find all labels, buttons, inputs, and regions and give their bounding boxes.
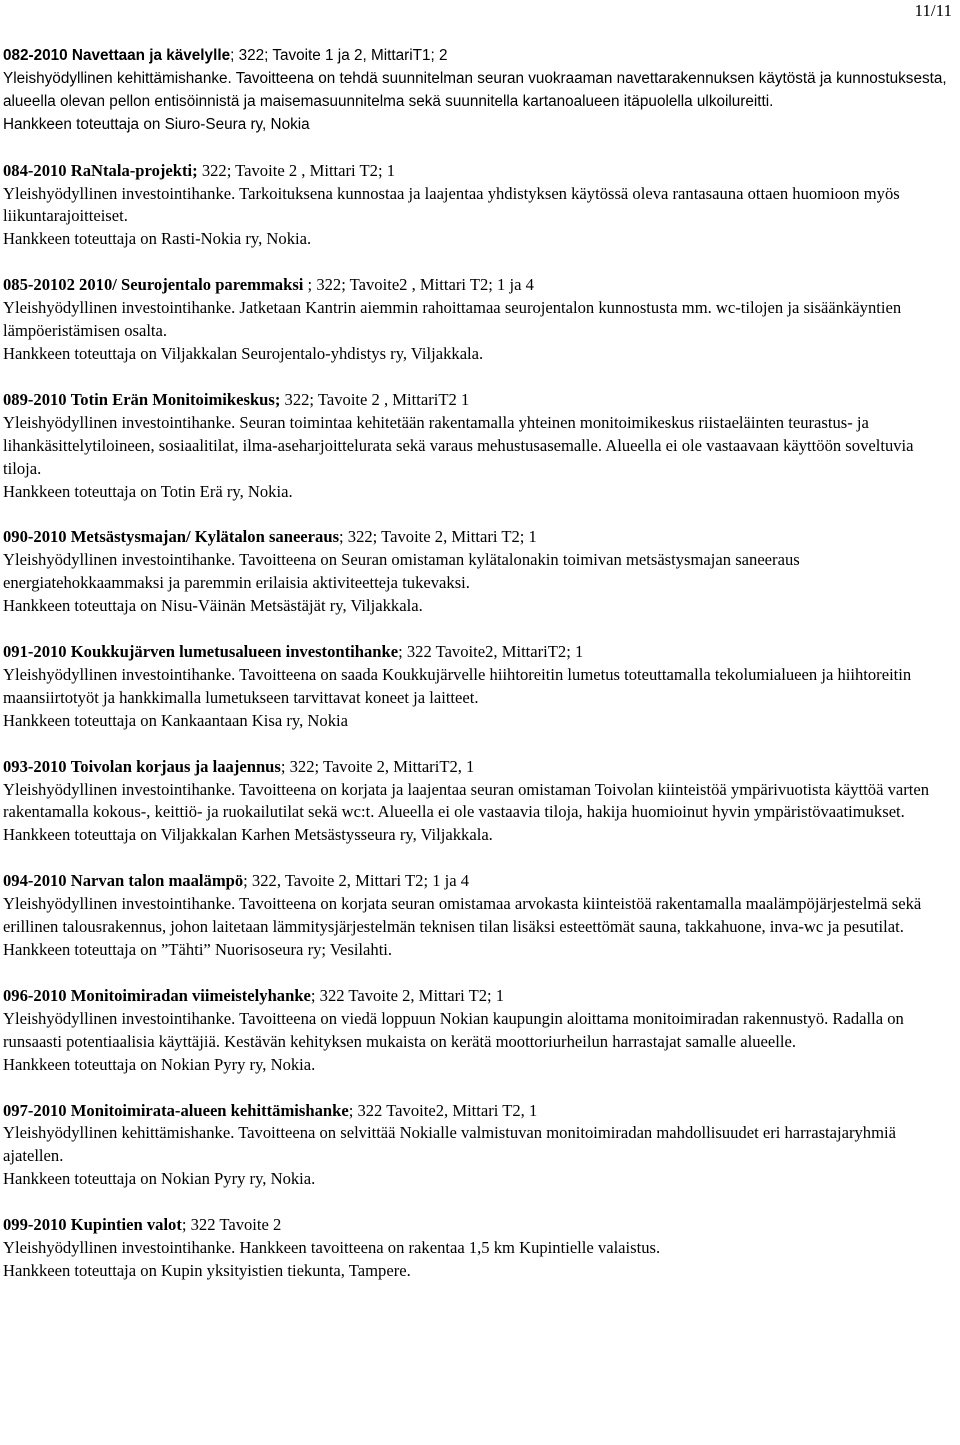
project-code: 091-2010 [3,642,67,662]
project-implementer: Hankkeen toteuttaja on Totin Erä ry, Nokia. [3,481,293,501]
project-code: 084-2010 [3,160,67,180]
project-implementer: Hankkeen toteuttaja on ”Tähti” Nuorisoseura ry; Vesilahti. [3,940,393,959]
project-entry-089 [3,389,948,504]
page-number: 11/11 [914,1,952,20]
project-code: 082-2010 [3,47,68,64]
project-name: Narvan talon maalämpö [70,871,244,891]
project-implementer: Hankkeen toteuttaja on Nisu-Väinän Metsästäjät ry, Viljakkala. [3,596,423,616]
project-description: Yleishyödyllinen investointihanke. Jatketaan Kantrin aiemmin rahoittamaa seurojentalon kunnostusta mm. wc-tilojen ja sisäänkäyntien lämpöeristämisen osalta. [3,298,902,341]
project-meta: ; 322; Tavoite 2, Mittari T2; 1 [339,527,537,547]
project-meta: ; 322 Tavoite 2, Mittari T2; 1 [310,985,505,1005]
project-entry-085 [3,274,948,366]
project-description-start [3,68,948,114]
project-implementer: Hankkeen toteuttaja on Rasti-Nokia ry, Nokia. [3,229,312,249]
project-title [3,756,948,779]
project-name: Toivolan korjaus ja laajennus [70,756,281,776]
project-entry-099 [3,1214,948,1283]
project-description: Yleishyödyllinen kehittämishanke. Tavoitteena on tehdä suunnitelman seuran vuokraaman navettarakennuksen käytöstä ja kunnostuksesta, alueella olevan pellon entisöinnistä ja maisemasuunnitelma sekä suunnitella kartanoalueen itäpuolella ulkoilureitti. [3,69,947,110]
project-meta: ; 322; Tavoite 1 ja 2, MittariT1; 2 [230,47,448,64]
project-entry-097 [3,1100,948,1192]
project-entry-096 [3,985,948,1077]
project-implementer: Hankkeen toteuttaja on Viljakkalan Seurojentalo-yhdistys ry, Viljakkala. [3,343,484,363]
project-description: Yleishyödyllinen investointihanke. Tavoitteena on viedä loppuun Nokian kaupungin aloittama monitoimiradan rakennustyö. Radalla on runsaasti potentiaalisia käyttäjiä. Kestävän kehityksen mukaista on kerätä moottoriurheilun harrastajat samalle alueelle. [3,1008,904,1051]
project-title [3,985,948,1008]
project-name: Koukkujärven lumetusalueen investontihanke [70,642,399,662]
project-description: Yleishyödyllinen investointihanke. Hankkeen tavoitteena on rakentaa 1,5 km Kupintielle valaistus. [3,1238,661,1258]
project-meta: 322; Tavoite 2 , Mittari T2; 1 [197,160,396,180]
project-code: 089-2010 [3,389,67,409]
project-entry-082 [3,45,948,137]
project-description: Yleishyödyllinen investointihanke. Tavoitteena on korjata seuran omistamaa arvokasta kiinteistöä rakentamalla maalämpöjärjestelmä sekä erillinen talousrakennus, johon laitetaan lämmitysjärjestelmän teknisen tilan lisäksi esteettömät sauna, takkahuone, inva-wc ja pesutilat. [3,894,922,937]
project-description: Yleishyödyllinen investointihanke. Tavoitteena on korjata ja laajentaa seuran omistaman Toivolan kiinteistöä ympärivuotista käyttöä varten rakentamalla kokous-, keittiö- ja ruokailutilat sekä wc:t. Alueella ei ole vastaavia tiloja, hakija huomioinut hyvin ympäristövaatimukset. [3,779,930,822]
project-code: 093-2010 [3,756,67,776]
project-name: Monitoimirata-alueen kehittämishanke [70,1100,349,1120]
project-name: Navettaan ja kävelylle [71,47,231,64]
project-code: 090-2010 [3,527,67,547]
project-title [3,160,948,183]
project-entry-094 [3,870,948,962]
project-name: Seurojentalo paremmaksi [121,275,304,295]
project-implementer: Hankkeen toteuttaja on Kupin yksityistien tiekunta, Tampere. [3,1260,411,1280]
project-code: 097-2010 [3,1100,67,1120]
document-body [3,45,948,1306]
project-code: 096-2010 [3,985,67,1005]
project-meta: 322; Tavoite 2 , MittariT2 1 [280,389,470,409]
project-title [3,1214,948,1237]
project-title [3,641,948,664]
project-title [3,1100,948,1123]
project-implementer: Hankkeen toteuttaja on Nokian Pyry ry, Nokia. [3,1169,316,1189]
project-title [3,870,948,893]
project-entry-091 [3,641,948,733]
project-entry-084 [3,160,948,252]
project-title [3,526,948,549]
project-implementer: Hankkeen toteuttaja on Kankaantaan Kisa ry, Nokia [3,710,348,730]
project-title [3,274,948,297]
project-implementer: Hankkeen toteuttaja on Viljakkalan Karhen Metsästysseura ry, Viljakkala. [3,825,493,845]
project-title [3,389,948,412]
project-meta: ; 322; Tavoite2 , Mittari T2; 1 ja 4 [303,275,534,295]
project-meta: ; 322, Tavoite 2, Mittari T2; 1 ja 4 [243,871,470,891]
project-name: RaNtala-projekti; [70,160,198,180]
project-description: Yleishyödyllinen investointihanke. Seuran toimintaa kehitetään rakentamalla yhteinen monitoimikeskus riistaeläinten teurastus- ja lihankäsittelytiloineen, sosiaalitilat, ilma-aseharjoittelurata sekä varaus mehustusasemalle. Alueella ei ole vastaavaan käyttöön soveltuvia tiloja. [3,412,914,478]
project-code: 094-2010 [3,871,67,891]
project-description: Yleishyödyllinen investointihanke. Tavoitteena on Seuran omistaman kylätalonakin toimivan metsästysmajan saneeraus energiatehokkaammaksi ja paremmin erilaisia aktiviteetteja tukevaksi. [3,550,800,593]
project-code: 099-2010 [3,1215,67,1235]
project-code: 085-20102 2010/ [3,275,117,295]
project-meta: ; 322; Tavoite 2, MittariT2, 1 [280,756,475,776]
project-meta: ; 322 Tavoite2, Mittari T2, 1 [348,1100,538,1120]
project-meta: ; 322 Tavoite 2 [181,1215,282,1235]
project-title [3,45,948,68]
project-meta: ; 322 Tavoite2, MittariT2; 1 [398,642,584,662]
project-name: Monitoimiradan viimeistelyhanke [70,985,311,1005]
project-implementer: Hankkeen toteuttaja on Nokian Pyry ry, Nokia. [3,1054,316,1074]
project-name: Metsästysmajan/ Kylätalon saneeraus [70,527,340,547]
project-entry-093 [3,756,948,848]
project-implementer: Hankkeen toteuttaja on Siuro-Seura ry, Nokia [3,115,310,133]
project-name: Totin Erän Monitoimikeskus; [70,389,281,409]
project-description: Yleishyödyllinen investointihanke. Tarkoituksena kunnostaa ja laajentaa yhdistyksen käytössä oleva rantasauna ottaen huomioon myös liikuntarajoitteiset. [3,183,900,226]
project-name: Kupintien valot [70,1215,182,1235]
project-description: Yleishyödyllinen kehittämishanke. Tavoitteena on selvittää Nokialle valmistuvan monitoimiradan mahdollisuudet eri harrastajaryhmiä ajatellen. [3,1123,896,1166]
project-description: Yleishyödyllinen investointihanke. Tavoitteena on saada Koukkujärvelle hiihtoreitin lumetus toteuttamalla tekolumialueen ja hiihtoreitin maansiirtotyöt ja hankkimalla lumetukseen tarvittavat koneet ja laitteet. [3,664,912,707]
project-entry-090 [3,526,948,618]
